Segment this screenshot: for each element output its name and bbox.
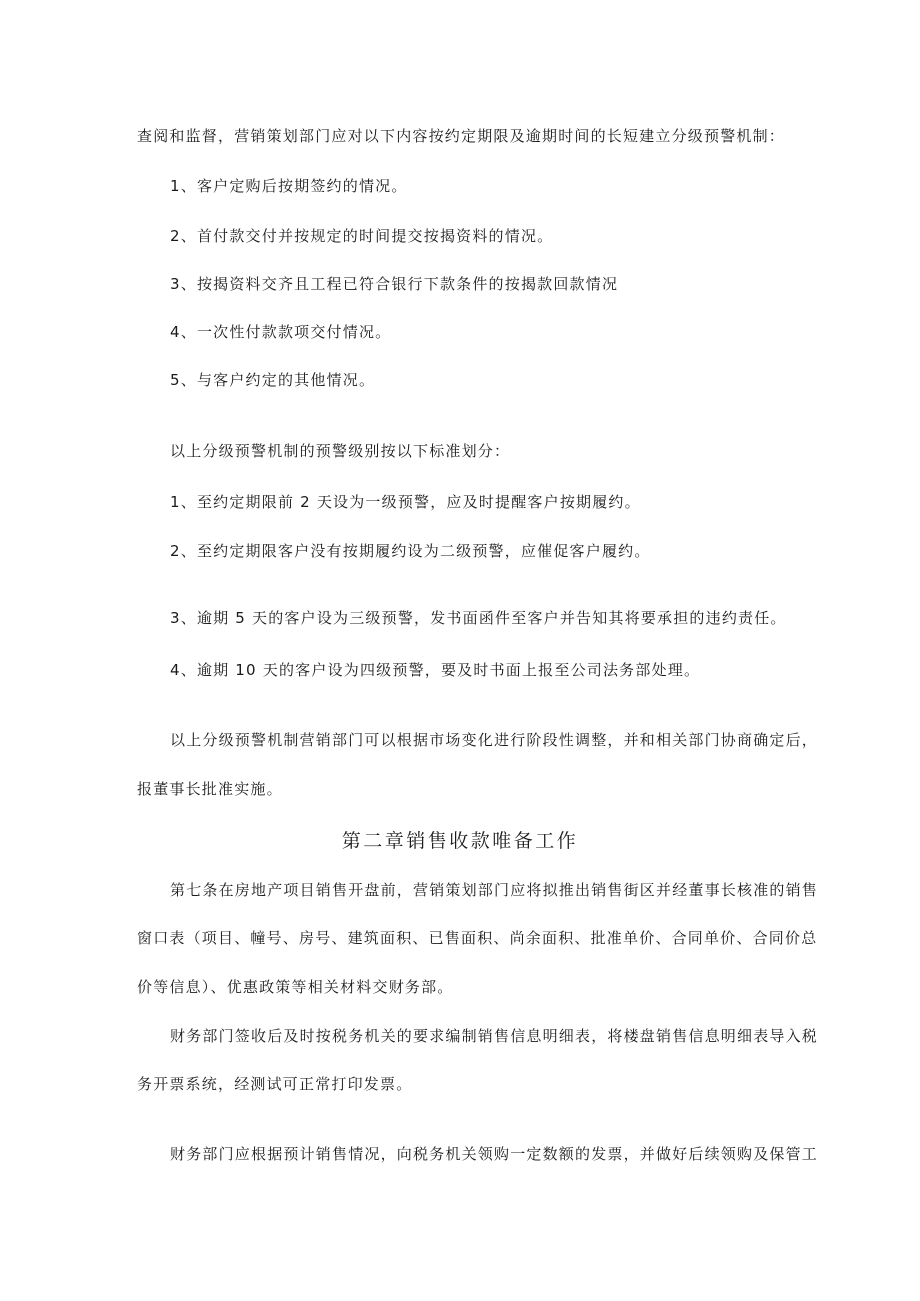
paragraph-adjustment-line2: 报董事长批准实施。 bbox=[137, 780, 283, 798]
paragraph-article7-line1: 第七条在房地产项目销售开盘前，营销策划部门应将拟推出销售街区并经董事长核准的销售 bbox=[170, 881, 819, 899]
chapter-title: 第二章销售收款唯备工作 bbox=[341, 830, 579, 852]
paragraph-adjustment-line1: 以上分级预警机制营销部门可以根据市场变化进行阶段性调整，并和相关部门协商确定后， bbox=[170, 731, 819, 749]
paragraph-warning-intro: 查阅和监督，营销策划部门应对以下内容按约定期限及逾期时间的长短建立分级预警机制： bbox=[137, 127, 786, 145]
list-item: 1、客户定购后按期签约的情况。 bbox=[170, 177, 408, 195]
paragraph-finance-line2: 务开票系统，经测试可正常打印发票。 bbox=[137, 1075, 413, 1093]
paragraph-finance-line1: 财务部门签收后及时按税务机关的要求编制销售信息明细表，将楼盘销售信息明细表导入税 bbox=[170, 1027, 819, 1045]
paragraph-article7-line3: 价等信息）、优惠政策等相关材料交财务部。 bbox=[137, 978, 454, 996]
paragraph-article7-line2: 窗口表（项目、幢号、房号、建筑面积、已售面积、尚余面积、批准单价、合同单价、合同价总 bbox=[137, 929, 818, 947]
list-item: 3、按揭资料交齐且工程已符合银行下款条件的按揭款回款情况 bbox=[170, 275, 619, 293]
list-item: 4、一次性付款款项交付情况。 bbox=[170, 323, 392, 341]
list-item: 5、与客户约定的其他情况。 bbox=[170, 371, 376, 389]
paragraph-level-intro: 以上分级预警机制的预警级别按以下标准划分： bbox=[170, 442, 511, 460]
list-item: 4、逾期 10 天的客户设为四级预警，要及时书面上报至公司法务部处理。 bbox=[170, 661, 701, 679]
list-item: 2、首付款交付并按规定的时间提交按揭资料的情况。 bbox=[170, 227, 554, 245]
list-item: 3、逾期 5 天的客户设为三级预警，发书面函件至客户并告知其将要承担的违约责任。 bbox=[170, 609, 787, 627]
paragraph-invoice-line1: 财务部门应根据预计销售情况，向税务机关领购一定数额的发票，并做好后续领购及保管工 bbox=[170, 1145, 819, 1163]
list-item: 2、至约定期限客户没有按期履约设为二级预警，应催促客户履约。 bbox=[170, 542, 651, 560]
list-item: 1、至约定期限前 2 天设为一级预警，应及时提醒客户按期履约。 bbox=[170, 493, 641, 511]
